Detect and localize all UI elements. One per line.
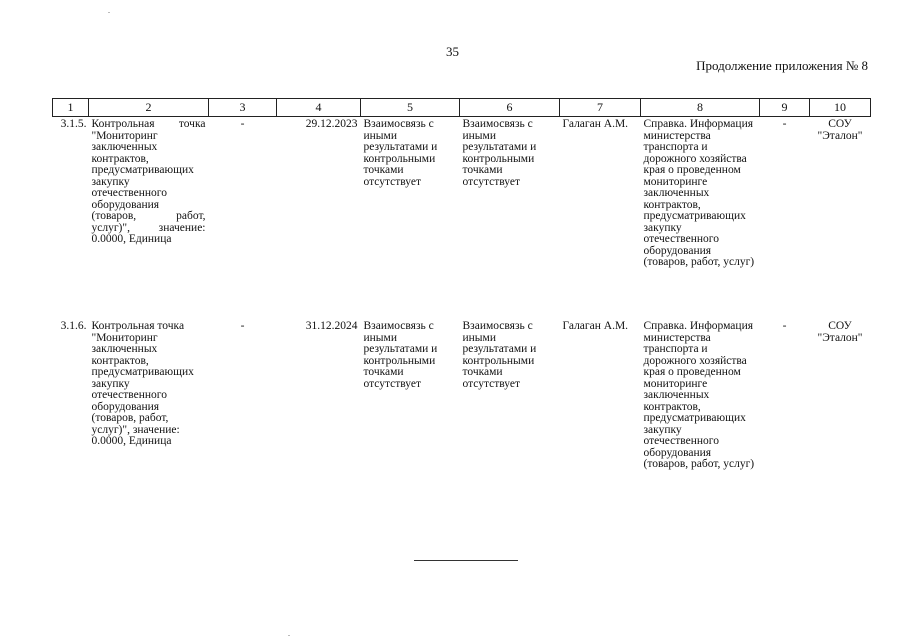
relationship-note: Взаимосвязь с иными результатами и контрольными точками отсутствует [462, 320, 537, 390]
column-header: 2 [89, 99, 209, 117]
scan-speck [108, 12, 110, 13]
column-header: 6 [460, 99, 560, 117]
column-header: 10 [810, 99, 871, 117]
relationship-note: Взаимосвязь с иными результатами и контрольными точками отсутствует [363, 320, 438, 390]
column-9-value: - [782, 118, 787, 130]
column-header: 7 [560, 99, 641, 117]
relationship-note: Взаимосвязь с иными результатами и контрольными точками отсутствует [363, 118, 438, 188]
confirming-document: Справка. Информация министерства транспорта и дорожного хозяйства края о проведенном мониторинге заключенных контрактов, предусматривающих закупку отечественного оборудования (товаров, работ, услуг) [643, 320, 755, 470]
footer-rule [414, 560, 518, 561]
information-system: СОУ "Эталон" [817, 320, 863, 344]
column-header: 9 [760, 99, 810, 117]
column-header: 3 [209, 99, 277, 117]
due-date: 29.12.2023 [305, 118, 358, 130]
information-system: СОУ "Эталон" [817, 118, 863, 142]
column-9-value: - [782, 320, 787, 332]
due-date: 31.12.2024 [305, 320, 358, 332]
column-number-row [53, 99, 871, 117]
column-header: 4 [277, 99, 361, 117]
responsible-person: Галаган А.М. [562, 320, 629, 332]
appendix-continuation: Продолжение приложения № 8 [696, 58, 868, 73]
responsible-person: Галаган А.М. [562, 118, 629, 130]
page-number: 35 [446, 44, 459, 59]
scan-speck [288, 635, 290, 636]
column-header: 5 [361, 99, 460, 117]
table-row [53, 319, 871, 521]
column-3-value: - [240, 320, 245, 332]
column-header: 8 [641, 99, 760, 117]
column-header: 1 [53, 99, 89, 117]
control-point-name: Контрольная точка "Мониторинг заключенных контрактов, предусматривающих закупку отечественного оборудования (товаров, работ, услуг)", значение: 0.0000, Единица [91, 320, 194, 447]
relationship-note: Взаимосвязь с иными результатами и контрольными точками отсутствует [462, 118, 537, 188]
confirming-document: Справка. Информация министерства транспорта и дорожного хозяйства края о проведенном мониторинге заключенных контрактов, предусматривающих закупку отечественного оборудования (товаров, работ, услуг) [643, 118, 755, 268]
table-row [53, 117, 871, 320]
row-number: 3.1.6. [60, 320, 87, 332]
row-number: 3.1.5. [60, 118, 87, 130]
control-point-name: Контрольная точка "Мониторинг заключенных контрактов, предусматривающих закупку отечественного оборудования (товаров, работ, услуг)", значение: 0.0000, Единица [91, 118, 206, 245]
column-3-value: - [240, 118, 245, 130]
control-points-table [52, 98, 871, 521]
